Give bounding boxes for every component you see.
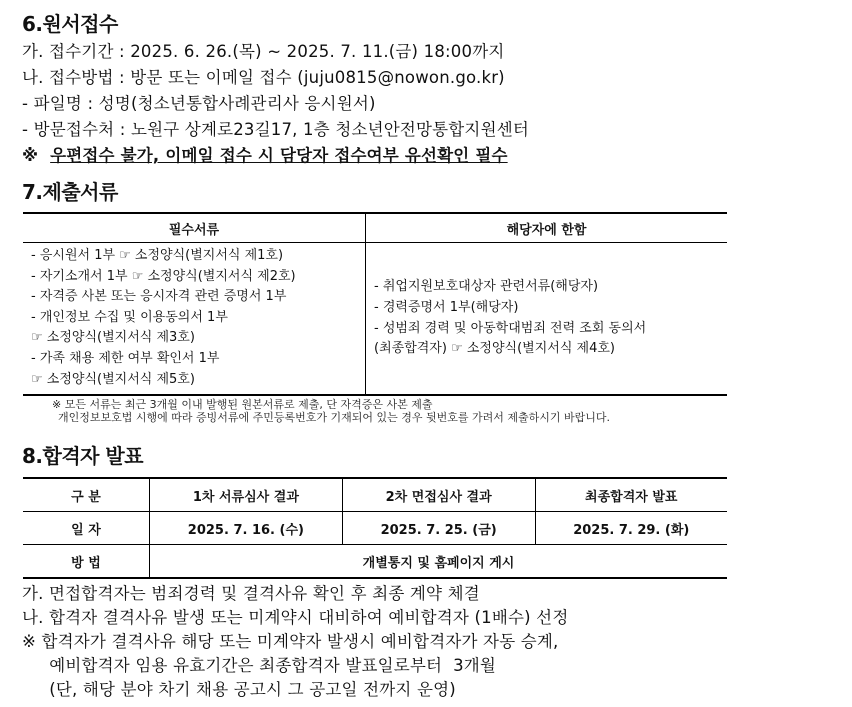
file-name-rule: - 파일명 : 성명(청소년통합사례관리사 응시원서) <box>22 94 376 113</box>
section-8-title: 8.합격자 발표 <box>22 444 144 468</box>
documents-table <box>23 212 727 396</box>
applicable-doc-item: (최종합격자) ☞ 소정양식(별지서식 제4호) <box>374 341 615 357</box>
required-docs-list <box>23 243 365 394</box>
result-note-3: ※ 합격자가 결격사유 해당 또는 미계약자 발생시 예비합격자가 자동 승계, <box>22 632 559 651</box>
required-doc-item: - 자격증 사본 또는 응시자격 관련 증명서 1부 <box>31 289 287 305</box>
method-value: 개별통지 및 홈페이지 게시 <box>150 545 728 579</box>
applicable-doc-item: - 성범죄 경력 및 아동학대범죄 전력 조회 동의서 <box>374 320 647 336</box>
applicable-docs-cell <box>366 243 728 396</box>
method-label: 방 법 <box>23 545 150 579</box>
result-note-1: 가. 면접합격자는 범죄경력 및 결격사유 확인 후 최종 계약 체결 <box>22 584 480 603</box>
results-table <box>23 477 727 579</box>
notice-text: 우편접수 불가, 이메일 접수 시 담당자 접수여부 유선확인 필수 <box>50 146 508 165</box>
result-note-2: 나. 합격자 결격사유 발생 또는 미계약시 대비하여 예비합격자 (1배수) 선정 <box>22 608 569 627</box>
required-docs-header: 필수서류 <box>23 213 366 243</box>
header-second-round: 2차 면접심사 결과 <box>342 478 535 512</box>
first-round-date: 2025. 7. 16. (수) <box>150 512 343 545</box>
section-7-title: 7.제출서류 <box>22 180 118 204</box>
required-doc-item: ☞ 소정양식(별지서식 제5호) <box>31 371 195 387</box>
documents-note-1: ※ 모든 서류는 최근 3개월 이내 발행된 원본서류로 제출, 단 자격증은 사본 제출 <box>52 398 433 411</box>
section-6-title: 6.원서접수 <box>22 12 118 36</box>
result-note-5: (단, 해당 분야 차기 채용 공고시 그 공고일 전까지 운영) <box>22 680 456 699</box>
notice-mark: ※ <box>22 146 51 165</box>
required-doc-item: ☞ 소정양식(별지서식 제3호) <box>31 330 195 346</box>
applicable-docs-list <box>366 277 727 359</box>
second-round-date: 2025. 7. 25. (금) <box>342 512 535 545</box>
applicable-doc-item: - 취업지원보호대상자 관련서류(해당자) <box>374 279 599 295</box>
header-final: 최종합격자 발표 <box>535 478 727 512</box>
date-label: 일 자 <box>23 512 150 545</box>
required-doc-item: - 응시원서 1부 ☞ 소정양식(별지서식 제1호) <box>31 248 284 263</box>
mail-notice <box>22 142 508 166</box>
header-category: 구 분 <box>23 478 150 512</box>
header-first-round: 1차 서류심사 결과 <box>150 478 343 512</box>
required-doc-item: - 개인정보 수집 및 이용동의서 1부 <box>31 309 228 325</box>
required-docs-cell <box>23 243 366 396</box>
application-method: 나. 접수방법 : 방문 또는 이메일 접수 (juju0815@nowon.go.kr) <box>22 68 505 87</box>
visit-location: - 방문접수처 : 노원구 상계로23길17, 1층 청소년안전망통합지원센터 <box>22 120 529 139</box>
applicable-doc-item: - 경력증명서 1부(해당자) <box>374 299 519 315</box>
application-period: 가. 접수기간 : 2025. 6. 26.(목) ~ 2025. 7. 11.(금) 18:00까지 <box>22 42 505 61</box>
applicable-docs-header: 해당자에 한함 <box>366 213 728 243</box>
documents-note-2: 개인정보보호법 시행에 따라 증빙서류에 주민등록번호가 기재되어 있는 경우 뒷번호를 가려서 제출하시기 바랍니다. <box>58 411 611 424</box>
result-note-4: 예비합격자 임용 유효기간은 최종합격자 발표일로부터 3개월 <box>22 656 497 675</box>
required-doc-item: - 자기소개서 1부 ☞ 소정양식(별지서식 제2호) <box>31 268 296 284</box>
final-date: 2025. 7. 29. (화) <box>535 512 727 545</box>
required-doc-item: - 가족 채용 제한 여부 확인서 1부 <box>31 350 220 366</box>
